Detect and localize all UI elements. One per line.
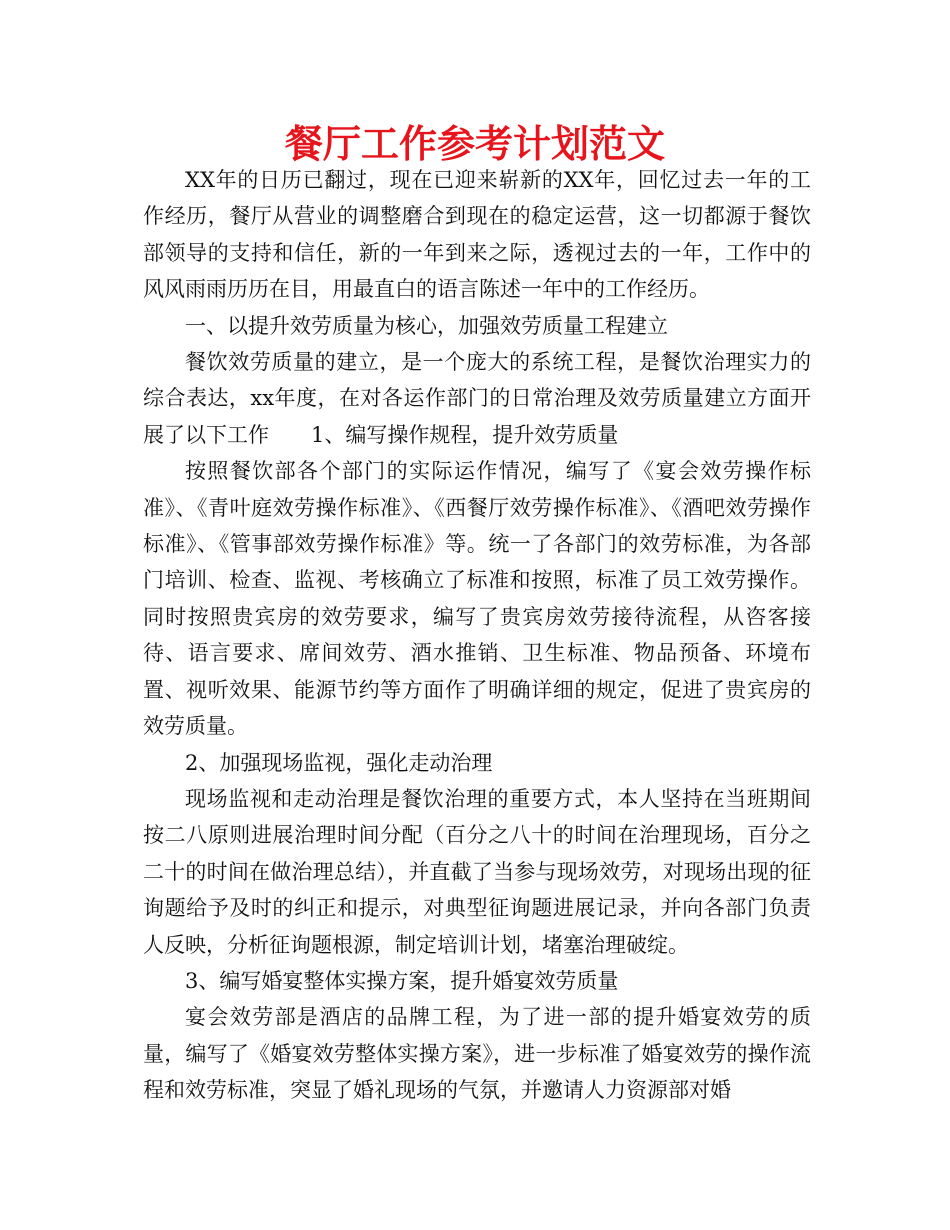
paragraph-onsite-supervision: 现场监视和走动治理是餐饮治理的重要方式，本人坚持在当班期间按二八原则进展治理时间分配（百分之八十的时间在治理现场，百分之二十的时间在做治理总结），并直截了当参与现场效劳，对现场出现的征询题给予及时的纠正和提示，对典型征询题进展记录，并向各部门负责人反映，分析征询题根源，制定培训计划，堵塞治理破绽。 [143, 786, 811, 957]
document-title: 餐厅工作参考计划范文 [284, 122, 665, 166]
section-heading-2: 2、加强现场监视，强化走动治理 [185, 750, 493, 775]
paragraph-intro: XX年的日历已翻过，现在已迎来崭新的XX年，回忆过去一年的工作经历，餐厅从营业的调整磨合到现在的稳定运营，这一切都源于餐饮部领导的支持和信任，新的一年到来之际，透视过去的一年，工作中的风风雨雨历历在目，用最直白的语言陈述一年中的工作经历。 [143, 168, 811, 302]
document-body [143, 162, 811, 1109]
paragraph-operating-standards: 按照餐饮部各个部门的实际运作情况，编写了《宴会效劳操作标准》、《青叶庭效劳操作标准》、《西餐厅效劳操作标准》、《酒吧效劳操作标准》、《管事部效劳操作标准》等。统一了各部门的效劳标准，为各部门培训、检查、监视、考核确立了标准和按照，标准了员工效劳操作。同时按照贵宾房的效劳要求，编写了贵宾房效劳接待流程，从咨客接待、语言要求、席间效劳、酒水推销、卫生标准、物品预备、环境布置、视听效果、能源节约等方面作了明确详细的规定，促进了贵宾房的效劳质量。 [143, 459, 811, 739]
section-heading-3: 3、编写婚宴整体实操方案，提升婚宴效劳质量 [185, 968, 619, 993]
paragraph-wedding-banquet: 宴会效劳部是酒店的品牌工程，为了进一部的提升婚宴效劳的质量，编写了《婚宴效劳整体实操方案》，进一步标准了婚宴效劳的操作流程和效劳标准，突显了婚礼现场的气氛，并邀请人力资源部对婚 [143, 1005, 811, 1103]
paragraph-service-quality: 餐饮效劳质量的建立，是一个庞大的系统工程，是餐饮治理实力的综合表达，xx年度，在对各运作部门的日常治理及效劳质量建立方面开展了以下工作 1、编写操作规程，提升效劳质量 [143, 350, 811, 447]
section-heading-1: 一、以提升效劳质量为核心，加强效劳质量工程建立 [185, 313, 668, 338]
